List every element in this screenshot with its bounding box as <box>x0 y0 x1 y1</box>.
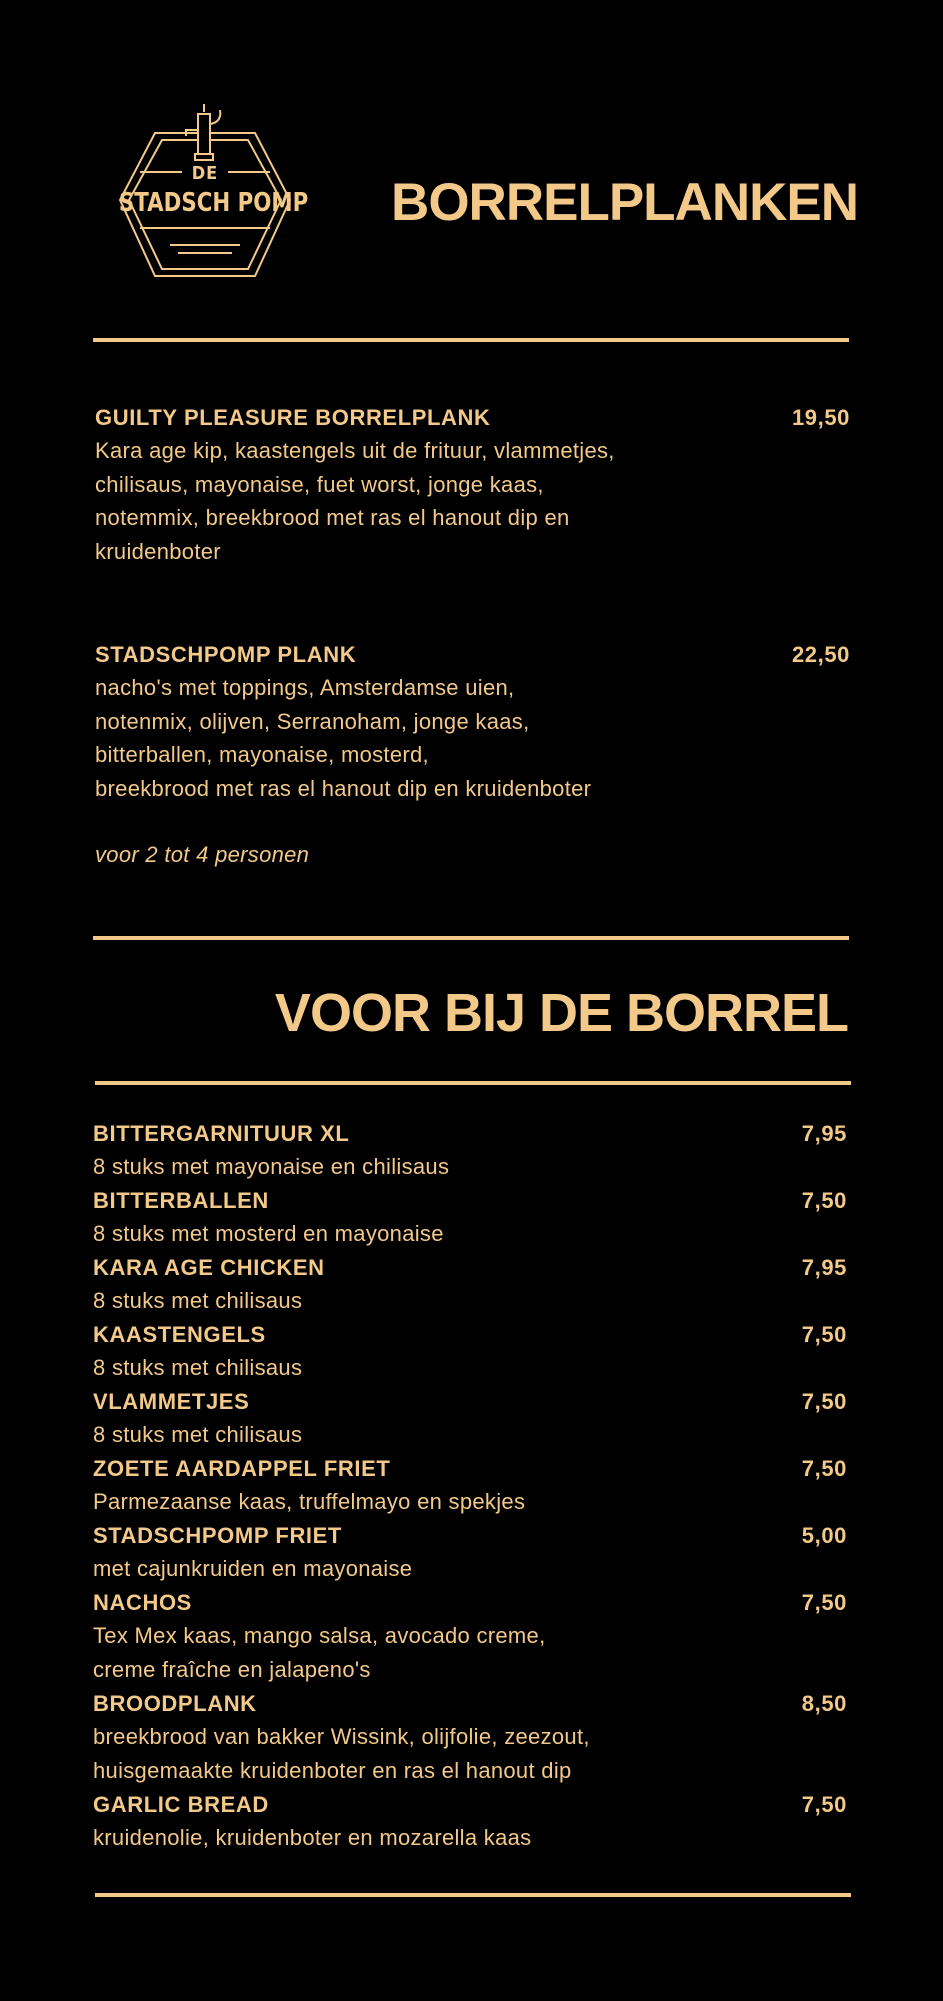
section-title-borrelplanken: BORRELPLANKEN <box>391 173 858 232</box>
item-price: 7,50 <box>801 1389 847 1414</box>
menu-item <box>93 1184 847 1251</box>
description-line: notemmix, breekbrood met ras el hanout dip en <box>95 505 570 530</box>
description-line: bitterballen, mayonaise, mosterd, <box>95 742 429 767</box>
item-description <box>93 1619 847 1687</box>
description-line: Parmezaanse kaas, truffelmayo en spekjes <box>93 1489 526 1514</box>
item-name: VLAMMETJES <box>93 1389 250 1414</box>
item-name: NACHOS <box>93 1590 192 1615</box>
item-description <box>93 1720 847 1788</box>
menu-item <box>93 1788 847 1855</box>
item-description <box>93 1418 847 1452</box>
item-description <box>93 1351 847 1385</box>
menu-item <box>93 1452 847 1519</box>
item-description <box>93 1284 847 1318</box>
description-line: Kara age kip, kaastengels uit de frituur, vlammetjes, <box>95 438 615 463</box>
item-description <box>93 1217 847 1251</box>
item-price: 7,50 <box>801 1188 847 1213</box>
description-line: kruidenolie, kruidenboter en mozarella kaas <box>93 1825 532 1850</box>
item-price: 22,50 <box>791 642 850 667</box>
item-price: 7,50 <box>801 1322 847 1347</box>
snack-list <box>93 1117 847 1855</box>
menu-item <box>93 1318 847 1385</box>
item-price: 7,50 <box>801 1792 847 1817</box>
menu-item <box>93 1687 847 1788</box>
section-title-voor-bij-de-borrel: VOOR BIJ DE BORREL <box>274 983 848 1043</box>
description-line: chilisaus, mayonaise, fuet worst, jonge kaas, <box>95 471 544 497</box>
item-name: STADSCHPOMP FRIET <box>93 1523 342 1548</box>
menu-item <box>93 1251 847 1318</box>
item-name: BITTERGARNITUUR XL <box>93 1121 350 1146</box>
item-price: 7,95 <box>801 1121 847 1146</box>
menu-item <box>93 1117 847 1184</box>
item-name: KARA AGE CHICKEN <box>93 1255 325 1280</box>
item-name: GARLIC BREAD <box>93 1792 269 1817</box>
item-name: BITTERBALLEN <box>93 1188 269 1213</box>
logo-main-text: STADSCH POMP <box>118 188 309 218</box>
description-line: huisgemaakte kruidenboter en ras el hanout dip <box>93 1758 572 1783</box>
menu-item <box>95 639 850 871</box>
item-price: 7,95 <box>801 1255 847 1280</box>
description-line: creme fraîche en jalapeno's <box>93 1657 371 1682</box>
description-line: breekbrood van bakker Wissink, olijfolie, zeezout, <box>93 1724 590 1749</box>
description-line: breekbrood met ras el hanout dip en kruidenboter <box>95 775 592 801</box>
description-line: 8 stuks met mosterd en mayonaise <box>93 1221 444 1246</box>
item-name: ZOETE AARDAPPEL FRIET <box>93 1456 391 1481</box>
description-line: 8 stuks met chilisaus <box>93 1288 303 1313</box>
description-line: nacho's met toppings, Amsterdamse uien, <box>95 675 515 700</box>
description-line: 8 stuks met chilisaus <box>93 1422 303 1447</box>
menu-item <box>93 1519 847 1586</box>
item-price: 5,00 <box>801 1523 847 1548</box>
divider <box>95 1893 851 1897</box>
item-description <box>93 1485 847 1519</box>
item-name: BROODPLANK <box>93 1691 257 1716</box>
item-note: voor 2 tot 4 personen <box>95 842 310 867</box>
description-line: Tex Mex kaas, mango salsa, avocado creme, <box>93 1623 546 1648</box>
description-line: met cajunkruiden en mayonaise <box>93 1556 413 1581</box>
description-line: notenmix, olijven, Serranoham, jonge kaas, <box>95 708 530 734</box>
divider <box>93 936 849 940</box>
description-line: 8 stuks met mayonaise en chilisaus <box>93 1154 450 1179</box>
item-description <box>95 671 850 805</box>
item-description <box>93 1150 847 1184</box>
item-name: KAASTENGELS <box>93 1322 266 1347</box>
item-description <box>93 1821 847 1855</box>
item-description <box>93 1552 847 1586</box>
item-name: GUILTY PLEASURE BORRELPLANK <box>95 405 491 430</box>
divider <box>95 1081 851 1085</box>
menu-item <box>93 1385 847 1452</box>
menu-item <box>95 402 850 568</box>
item-price: 7,50 <box>801 1590 847 1615</box>
divider <box>93 338 849 342</box>
item-price: 8,50 <box>801 1691 847 1716</box>
item-description <box>95 434 850 568</box>
menu-item <box>93 1586 847 1687</box>
item-name: STADSCHPOMP PLANK <box>95 642 357 667</box>
description-line: 8 stuks met chilisaus <box>93 1355 303 1380</box>
stadsch-pomp-logo <box>100 100 310 290</box>
logo-top-text: DE <box>191 163 219 184</box>
item-price: 19,50 <box>791 405 850 430</box>
description-line: kruidenboter <box>95 538 221 564</box>
item-price: 7,50 <box>801 1456 847 1481</box>
